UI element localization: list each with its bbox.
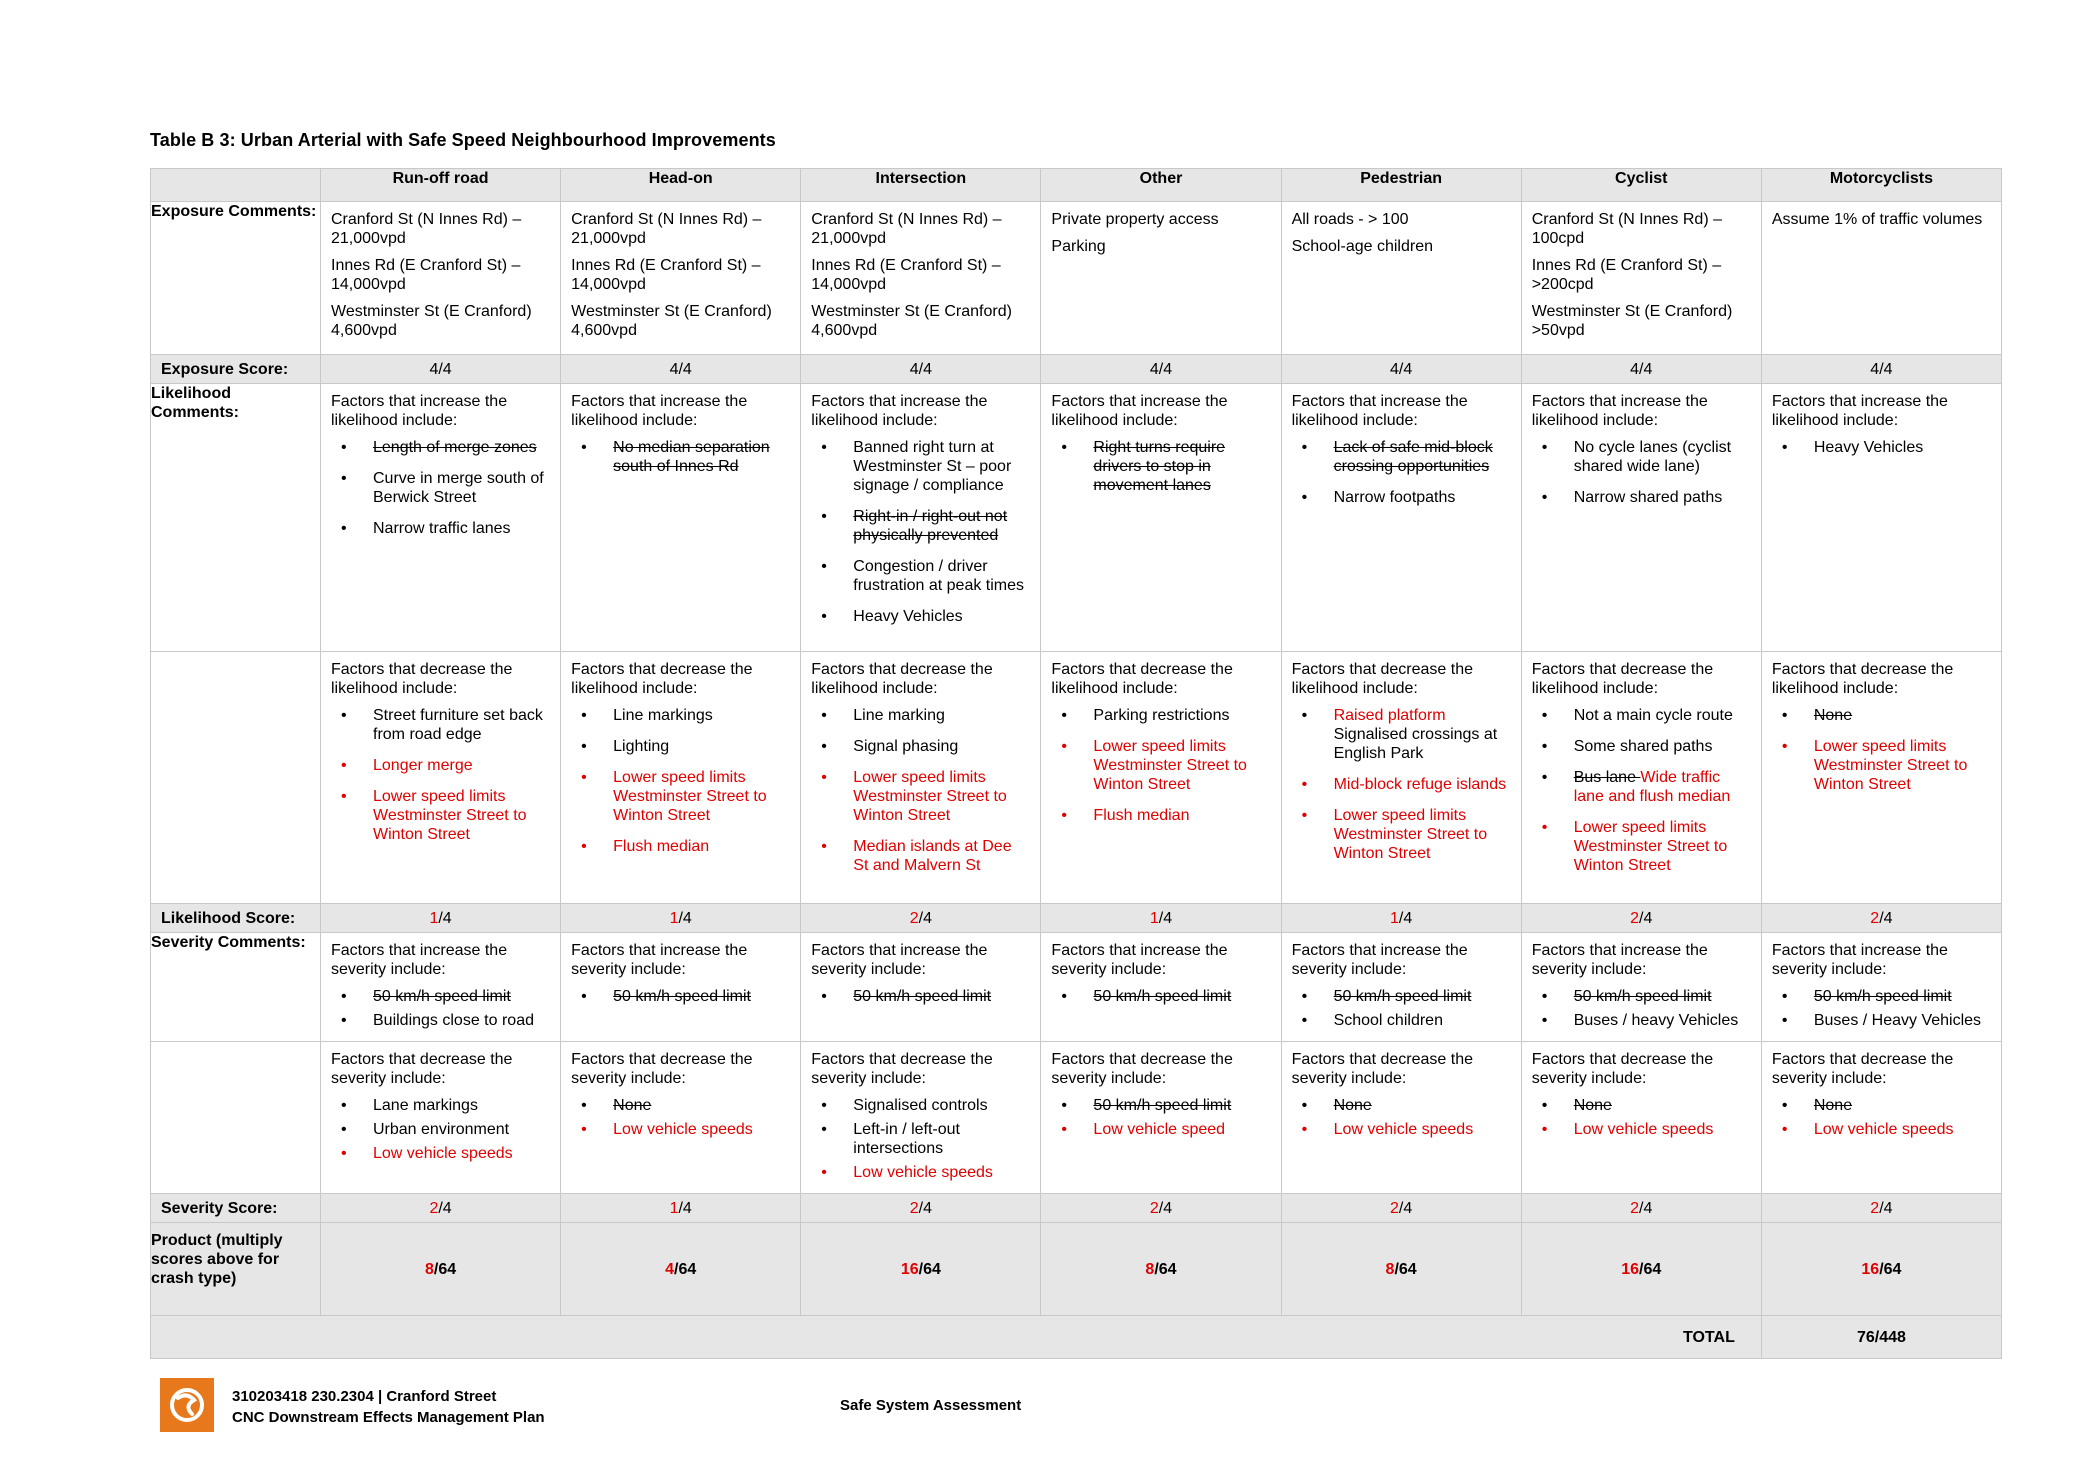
likelihood-increase-cell [561,384,800,494]
exposure-line: Cranford St (N Innes Rd) – 21,000vpd [571,211,762,247]
row-label-exposure-comments: Exposure Comments: [151,202,321,355]
cell-intro: Factors that increase the likelihood include: [1771,393,1948,429]
likelihood-decrease-cell [1762,652,2001,812]
severity-increase-cell [1762,933,2001,1041]
severity-score [1521,1194,1761,1223]
severity-score [1761,1194,2001,1223]
list-item: • 50 km/h speed limit [571,987,790,1006]
likelihood-score [1521,904,1761,933]
list-item: • Street furniture set back from road edge [331,706,550,744]
list-item: • Signalised controls [811,1096,1030,1115]
severity-decrease-cell [801,1042,1040,1193]
empty-label-cell [151,1042,321,1194]
severity-decrease-cell [1041,1042,1280,1150]
likelihood-decrease-cell [801,652,1040,893]
score-suffix: /4 [678,909,692,927]
company-logo [160,1378,214,1432]
likelihood-decrease-cell [1282,652,1521,881]
score-value: 1 [669,1199,679,1217]
list-item: • Low vehicle speeds [811,1163,1030,1182]
total-value: 76/448 [1761,1316,2001,1359]
likelihood-increase-cell [1282,384,1521,525]
likelihood-score [1041,904,1281,933]
likelihood-decrease-cell [561,652,800,874]
product-suffix: /64 [674,1260,697,1278]
column-header: Other [1041,169,1281,202]
row-label-exposure-score: Exposure Score: [151,355,321,384]
list-item: • 50 km/h speed limit [1051,1096,1270,1115]
list-item: • Curve in merge south of Berwick Street [331,469,550,507]
raised-platform-text: Raised platform [1333,707,1446,724]
list-item: • Buses / Heavy Vehicles [1772,1011,1991,1030]
severity-increase-cell [1522,933,1761,1041]
score-suffix: /4 [438,909,452,927]
severity-score [321,1194,561,1223]
exposure-line: Westminster St (E Cranford) 4,600vpd [571,303,772,339]
list-item: • Narrow shared paths [1532,488,1751,507]
exposure-line: Cranford St (N Innes Rd) – 21,000vpd [811,211,1002,247]
cell-intro: Factors that decrease the likelihood include: [331,661,513,697]
row-label-likelihood-score: Likelihood Score: [151,904,321,933]
likelihood-score [801,904,1041,933]
score-value: 1 [1149,909,1159,927]
likelihood-increase-cell [321,384,560,556]
exposure-cell [1762,202,2001,243]
signalised-crossings-text: Signalised crossings at English Park [1333,726,1498,762]
cell-intro: Factors that decrease the severity include: [331,1051,513,1087]
list-item: • Urban environment [331,1120,550,1139]
logo-icon [160,1378,214,1432]
cell-intro: Factors that decrease the severity include: [1531,1051,1714,1087]
severity-increase-cell [801,933,1040,1017]
likelihood-score [1761,904,2001,933]
severity-score [561,1194,801,1223]
severity-decrease-cell [1522,1042,1761,1150]
cell-intro: Factors that increase the severity include: [1051,942,1228,978]
cell-intro: Factors that increase the severity include: [331,942,508,978]
exposure-score: 4/4 [1281,355,1521,384]
list-item: • Lower speed limits Westminster Street to Winton Street [571,768,790,825]
product-score [1761,1223,2001,1316]
exposure-score: 4/4 [1521,355,1761,384]
score-suffix: /4 [1639,909,1653,927]
product-suffix: /64 [1639,1260,1662,1278]
list-item: • Buildings close to road [331,1011,550,1030]
list-item: • Lack of safe mid-block crossing opportunities [1292,438,1511,476]
exposure-cell [321,202,560,354]
score-value: 1 [1390,909,1399,927]
list-item: • 50 km/h speed limit [331,987,550,1006]
exposure-line: Innes Rd (E Cranford St) – >200cpd [1531,257,1722,293]
product-suffix: /64 [1879,1260,1902,1278]
exposure-line: Innes Rd (E Cranford St) – 14,000vpd [811,257,1001,293]
column-header: Motorcyclists [1761,169,2001,202]
list-item: • Parking restrictions [1051,706,1270,725]
list-item: • Signal phasing [811,737,1030,756]
list-item: • Narrow traffic lanes [331,519,550,538]
list-item: • Right-in / right-out not physically prevented [811,507,1030,545]
exposure-line: School-age children [1291,238,1433,255]
score-suffix: /4 [1158,909,1173,927]
row-label-severity-score: Severity Score: [151,1194,321,1223]
list-item: • Lighting [571,737,790,756]
likelihood-increase-cell [1041,384,1280,513]
table-title: Table B 3: Urban Arterial with Safe Speed Neighbourhood Improvements [150,130,776,150]
cell-intro: Factors that increase the severity include: [1531,942,1708,978]
likelihood-score [561,904,801,933]
corner-cell [151,169,321,202]
score-value: 2 [1870,1199,1880,1217]
product-value: 16 [900,1260,919,1278]
cell-intro: Factors that increase the likelihood include: [331,393,508,429]
list-item: • Left-in / left-out intersections [811,1120,1030,1158]
cell-intro: Factors that decrease the likelihood include: [811,661,993,697]
product-suffix: /64 [918,1260,941,1278]
list-item: • Banned right turn at Westminster St – poor signage / compliance [811,438,1030,495]
likelihood-decrease-cell [1041,652,1280,843]
product-score [1281,1223,1521,1316]
footer-section-title: Safe System Assessment [840,1397,1022,1414]
list-item: • None [1772,1096,1991,1115]
exposure-score: 4/4 [321,355,561,384]
product-value: 8 [1145,1260,1155,1278]
score-value: 2 [1390,1199,1399,1217]
score-suffix: /4 [678,1199,692,1217]
product-value: 8 [1385,1260,1395,1278]
product-score [801,1223,1041,1316]
exposure-cell [801,202,1040,354]
cell-intro: Factors that decrease the severity include: [571,1051,753,1087]
exposure-line: All roads - > 100 [1291,211,1409,228]
cell-intro: Factors that increase the likelihood include: [1051,393,1228,429]
list-item: • Mid-block refuge islands [1292,775,1511,794]
likelihood-increase-cell [1762,384,2001,475]
score-suffix: /4 [1879,1199,1893,1217]
severity-score [1041,1194,1281,1223]
product-value: 16 [1861,1260,1880,1278]
list-item: • Lower speed limits Westminster Street to Winton Street [1772,737,1991,794]
footer-project [232,1386,545,1428]
score-suffix: /4 [438,1199,452,1217]
likelihood-increase-cell [801,384,1040,644]
list-item: • Lower speed limits Westminster Street to Winton Street [1292,806,1511,863]
cell-intro: Factors that decrease the severity include: [1771,1051,1954,1087]
list-item: • Lane markings [331,1096,550,1115]
exposure-line: Westminster St (E Cranford) >50vpd [1531,303,1733,339]
list-item: • No median separation south of Innes Rd [571,438,790,476]
total-label: TOTAL [151,1316,1762,1359]
exposure-line: Innes Rd (E Cranford St) – 14,000vpd [331,257,521,293]
cell-intro: Factors that increase the severity include: [1771,942,1948,978]
score-value: 1 [429,909,439,927]
list-item: • No cycle lanes (cyclist shared wide lane) [1532,438,1751,476]
cell-intro: Factors that increase the severity include: [1291,942,1468,978]
severity-increase-cell [1282,933,1521,1041]
list-item: • None [1292,1096,1511,1115]
score-suffix: /4 [1639,1199,1653,1217]
list-item: • Not a main cycle route [1532,706,1751,725]
list-item: • Heavy Vehicles [1772,438,1991,457]
product-suffix: /64 [1154,1260,1177,1278]
exposure-line: Westminster St (E Cranford) 4,600vpd [811,303,1012,339]
list-item: • Low vehicle speed [1051,1120,1270,1139]
exposure-line: Cranford St (N Innes Rd) – 21,000vpd [331,211,522,247]
severity-score [801,1194,1041,1223]
product-value: 4 [665,1260,675,1278]
row-label-likelihood-comments: Likelihood Comments: [151,384,321,652]
list-item: • Right turns require drivers to stop in movement lanes [1051,438,1270,495]
exposure-line: Innes Rd (E Cranford St) – 14,000vpd [571,257,761,293]
exposure-score: 4/4 [1041,355,1281,384]
cell-intro: Factors that decrease the likelihood include: [1771,661,1954,697]
severity-increase-cell [1041,933,1280,1017]
cell-intro: Factors that decrease the likelihood include: [1531,661,1714,697]
list-item: • None [571,1096,790,1115]
exposure-score: 4/4 [801,355,1041,384]
product-value: 16 [1621,1260,1640,1278]
severity-increase-cell [321,933,560,1041]
product-score [321,1223,561,1316]
score-suffix: /4 [1879,909,1893,927]
list-item: • Low vehicle speeds [1292,1120,1511,1139]
score-value: 2 [1630,1199,1640,1217]
list-item: • Heavy Vehicles [811,607,1030,626]
empty-label-cell [151,652,321,904]
severity-decrease-cell [1282,1042,1521,1150]
list-item: • Some shared paths [1532,737,1751,756]
score-value: 2 [1870,909,1880,927]
score-value: 2 [909,909,919,927]
product-value: 8 [424,1260,434,1278]
exposure-cell [1282,202,1521,270]
cell-intro: Factors that decrease the likelihood include: [571,661,753,697]
column-header: Run-off road [321,169,561,202]
list-item: • 50 km/h speed limit [1532,987,1751,1006]
wide-lane-text: Wide traffic lane and flush median [1573,769,1731,805]
list-item: • Buses / heavy Vehicles [1532,1011,1751,1030]
score-suffix: /4 [918,909,932,927]
list-item: • 50 km/h speed limit [1051,987,1270,1006]
list-item: • Low vehicle speeds [1772,1120,1991,1139]
column-header: Pedestrian [1281,169,1521,202]
cell-intro: Factors that increase the likelihood include: [571,393,748,429]
list-item: • 50 km/h speed limit [1772,987,1991,1006]
list-item: • 50 km/h speed limit [1292,987,1511,1006]
list-item: • Line markings [571,706,790,725]
exposure-score: 4/4 [1761,355,2001,384]
exposure-line: Private property access [1051,211,1219,228]
footer-plan-name: CNC Downstream Effects Management Plan [232,1409,545,1426]
cell-intro: Factors that increase the severity include: [811,942,988,978]
list-item: • Lower speed limits Westminster Street to Winton Street [1532,818,1751,875]
exposure-line: Parking [1051,238,1106,255]
product-suffix: /64 [1394,1260,1417,1278]
score-suffix: /4 [1158,1199,1173,1217]
cell-intro: Factors that decrease the severity include: [811,1051,993,1087]
list-item: • None [1532,1096,1751,1115]
exposure-line: Westminster St (E Cranford) 4,600vpd [331,303,532,339]
list-item [1532,768,1751,806]
list-item: • Low vehicle speeds [331,1144,550,1163]
cell-intro: Factors that increase the likelihood include: [1531,393,1708,429]
list-item: • Lower speed limits Westminster Street to Winton Street [331,787,550,844]
likelihood-score [1281,904,1521,933]
exposure-cell [561,202,800,354]
list-item: • Median islands at Dee St and Malvern St [811,837,1030,875]
severity-decrease-cell [561,1042,800,1150]
exposure-line: Assume 1% of traffic volumes [1771,211,1983,228]
column-header: Intersection [801,169,1041,202]
list-item: • Narrow footpaths [1292,488,1511,507]
exposure-cell [1041,202,1280,270]
severity-score [1281,1194,1521,1223]
list-item: • Flush median [571,837,790,856]
product-score [1041,1223,1281,1316]
list-item: • Congestion / driver frustration at peak times [811,557,1030,595]
severity-decrease-cell [1762,1042,2001,1150]
exposure-cell [1522,202,1761,354]
product-score [561,1223,801,1316]
severity-increase-cell [561,933,800,1017]
score-value: 1 [669,909,679,927]
score-value: 2 [1149,1199,1159,1217]
exposure-score: 4/4 [561,355,801,384]
product-score [1521,1223,1761,1316]
footer-project-code: 310203418 230.2304 | Cranford Street [232,1388,497,1405]
list-item: • Low vehicle speeds [1532,1120,1751,1139]
cell-intro: Factors that decrease the severity include: [1291,1051,1473,1087]
exposure-line: Cranford St (N Innes Rd) – 100cpd [1531,211,1722,247]
score-suffix: /4 [1398,1199,1413,1217]
cell-intro: Factors that increase the severity include: [571,942,748,978]
assessment-table [150,168,2002,1359]
cell-intro: Factors that decrease the likelihood include: [1291,661,1473,697]
list-item: • Longer merge [331,756,550,775]
cell-intro: Factors that increase the likelihood include: [1291,393,1468,429]
score-value: 2 [429,1199,439,1217]
product-suffix: /64 [433,1260,457,1278]
score-suffix: /4 [1398,909,1413,927]
severity-decrease-cell [321,1042,560,1174]
bus-lane-struck-text: Bus lane [1573,769,1641,786]
likelihood-decrease-cell [1522,652,1761,893]
score-value: 2 [909,1199,919,1217]
likelihood-decrease-cell [321,652,560,862]
column-header: Head-on [561,169,801,202]
column-header: Cyclist [1521,169,1761,202]
score-suffix: /4 [918,1199,932,1217]
likelihood-increase-cell [1522,384,1761,525]
list-item: • Lower speed limits Westminster Street to Winton Street [1051,737,1270,794]
cell-intro: Factors that decrease the likelihood include: [1051,661,1233,697]
list-item: • 50 km/h speed limit [811,987,1030,1006]
row-label-product: Product (multiply scores above for crash type) [151,1223,321,1316]
list-item: • School children [1292,1011,1511,1030]
list-item: • None [1772,706,1991,725]
list-item: • Low vehicle speeds [571,1120,790,1139]
cell-intro: Factors that decrease the severity include: [1051,1051,1233,1087]
list-item: • Line marking [811,706,1030,725]
list-item: • Lower speed limits Westminster Street to Winton Street [811,768,1030,825]
row-label-severity-comments: Severity Comments: [151,933,321,1042]
score-value: 2 [1630,909,1640,927]
list-item: • Length of merge zones [331,438,550,457]
cell-intro: Factors that increase the likelihood include: [811,393,988,429]
list-item [1292,706,1511,763]
likelihood-score [321,904,561,933]
list-item: • Flush median [1051,806,1270,825]
